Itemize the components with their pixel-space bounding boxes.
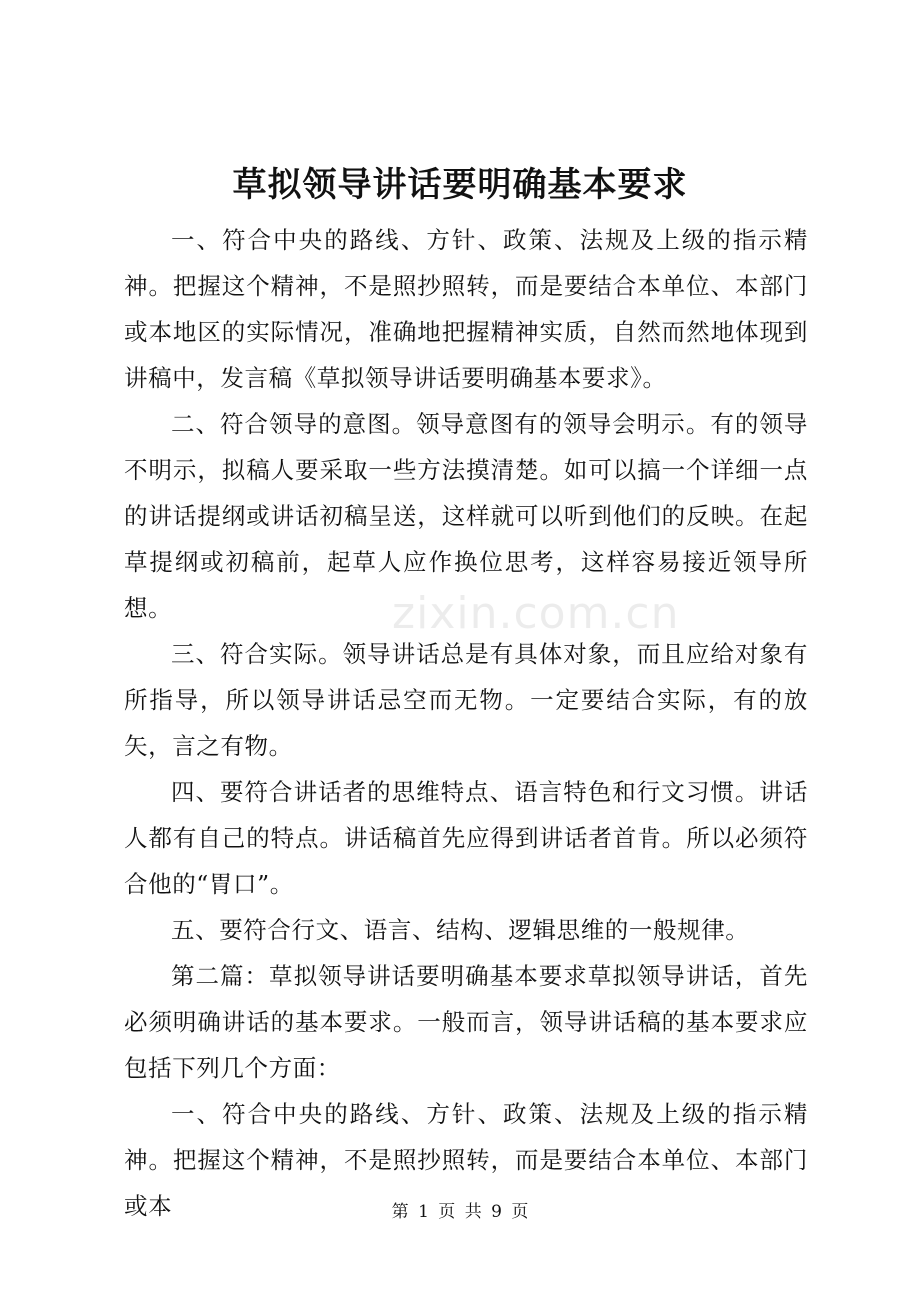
document-body bbox=[124, 217, 808, 1229]
paragraph-3: 三、符合实际。领导讲话总是有具体对象，而且应给对象有所指导，所以领导讲话忌空而无物。一定要结合实际，有的放矢，言之有物。 bbox=[124, 640, 808, 760]
paragraph-2: 二、符合领导的意图。领导意图有的领导会明示。有的领导不明示，拟稿人要采取一些方法摸清楚。如可以搞一个详细一点的讲话提纲或讲话初稿呈送，这样就可以听到他们的反映。在起草提纲或初稿前，起草人应作换位思考，这样容易接近领导所想。 bbox=[124, 410, 808, 622]
paragraph-5: 五、要符合行文、语言、结构、逻辑思维的一般规律。 bbox=[171, 916, 750, 944]
paragraph-7: 一、符合中央的路线、方针、政策、法规及上级的指示精神。把握这个精神，不是照抄照转，而是要结合本单位、本部门或本 bbox=[124, 1100, 808, 1220]
paragraph-6: 第二篇：草拟领导讲话要明确基本要求草拟领导讲话，首先必须明确讲话的基本要求。一般而言，领导讲话稿的基本要求应包括下列几个方面： bbox=[124, 962, 808, 1082]
watermark: zixin.com.cn bbox=[392, 588, 680, 639]
paragraph-4: 四、要符合讲话者的思维特点、语言特色和行文习惯。讲话人都有自己的特点。讲话稿首先应得到讲话者首肯。所以必须符合他的“胃口”。 bbox=[124, 778, 808, 898]
paragraph-1: 一、符合中央的路线、方针、政策、法规及上级的指示精神。把握这个精神，不是照抄照转，而是要结合本单位、本部门或本地区的实际情况，准确地把握精神实质，自然而然地体现到讲稿中，发言稿《草拟领导讲话要明确基本要求》。 bbox=[124, 226, 808, 392]
document-title: 草拟领导讲话要明确基本要求 bbox=[232, 165, 688, 205]
page-footer: 第 1 页 共 9 页 bbox=[391, 1202, 529, 1222]
